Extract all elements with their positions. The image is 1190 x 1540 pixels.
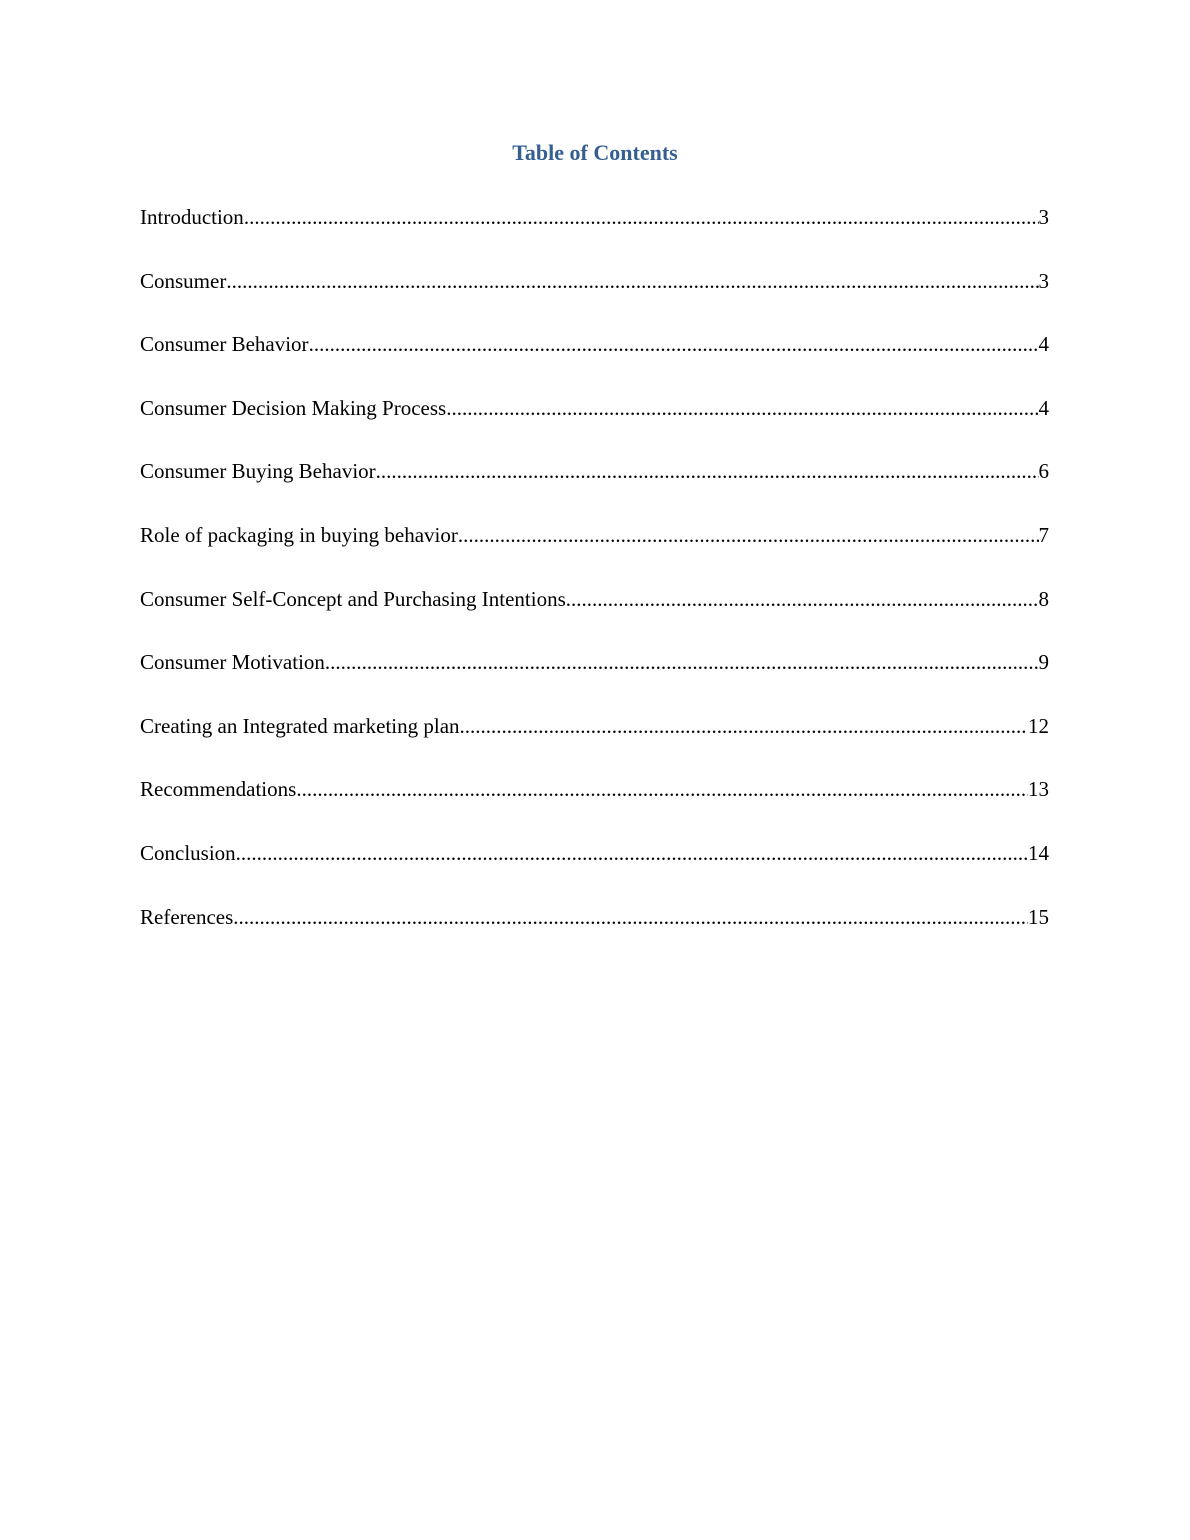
toc-dot-leader	[376, 456, 1039, 486]
toc-entry-label: Consumer Self-Concept and Purchasing Intentions	[140, 586, 566, 611]
toc-entry-label: Consumer Buying Behavior	[140, 459, 376, 484]
toc-heading: Table of Contents	[512, 140, 678, 165]
toc-dot-leader	[325, 647, 1039, 677]
toc-entry-consumer-motivation[interactable]	[140, 647, 1049, 711]
toc-entry-integrated-marketing-plan[interactable]	[140, 711, 1049, 775]
toc-entry-label: Consumer	[140, 268, 227, 293]
toc-entry-page-number: 4	[1038, 332, 1049, 357]
toc-entry-introduction[interactable]	[140, 202, 1049, 266]
toc-entry-page-number: 4	[1038, 395, 1049, 420]
toc-dot-leader	[244, 202, 1039, 232]
toc-entry-label: Consumer Motivation	[140, 650, 325, 675]
toc-entry-consumer-decision-making-process[interactable]	[140, 393, 1049, 457]
toc-entry-role-of-packaging[interactable]	[140, 520, 1049, 584]
toc-entry-label: References	[140, 904, 234, 929]
toc-entry-label: Consumer Behavior	[140, 332, 309, 357]
toc-entry-conclusion[interactable]	[140, 838, 1049, 902]
toc-dot-leader	[296, 774, 1028, 804]
toc-dot-leader	[309, 329, 1039, 359]
toc-entry-page-number: 13	[1028, 777, 1049, 802]
toc-dot-leader	[566, 584, 1039, 614]
toc-dot-leader	[458, 520, 1039, 550]
toc-entry-page-number: 14	[1028, 840, 1049, 865]
toc-dot-leader	[226, 266, 1038, 296]
toc-entry-page-number: 3	[1038, 205, 1049, 229]
toc-entry-label: Introduction	[140, 205, 244, 229]
toc-entry-consumer-behavior[interactable]	[140, 329, 1049, 393]
toc-dot-leader	[460, 711, 1028, 741]
toc-entry-consumer[interactable]	[140, 266, 1049, 330]
toc-entry-page-number: 9	[1038, 650, 1049, 675]
toc-entry-page-number: 6	[1038, 459, 1049, 484]
toc-entry-consumer-self-concept[interactable]	[140, 584, 1049, 648]
toc-entry-page-number: 7	[1038, 522, 1049, 547]
toc-entry-page-number: 15	[1028, 904, 1049, 929]
toc-entry-page-number: 12	[1028, 713, 1049, 738]
toc-dot-leader	[233, 902, 1028, 932]
toc-entry-label: Conclusion	[140, 840, 236, 865]
toc-list	[140, 202, 1049, 965]
toc-entry-page-number: 3	[1038, 268, 1049, 293]
toc-entry-recommendations[interactable]	[140, 774, 1049, 838]
toc-entry-label: Role of packaging in buying behavior	[140, 522, 458, 547]
toc-entry-page-number: 8	[1038, 586, 1049, 611]
toc-dot-leader	[446, 393, 1038, 423]
toc-entry-references[interactable]	[140, 902, 1049, 966]
toc-entry-label: Recommendations	[140, 777, 297, 802]
toc-entry-label: Creating an Integrated marketing plan	[140, 713, 460, 738]
toc-entry-consumer-buying-behavior[interactable]	[140, 456, 1049, 520]
toc-dot-leader	[236, 838, 1028, 868]
toc-entry-label: Consumer Decision Making Process	[140, 395, 447, 420]
